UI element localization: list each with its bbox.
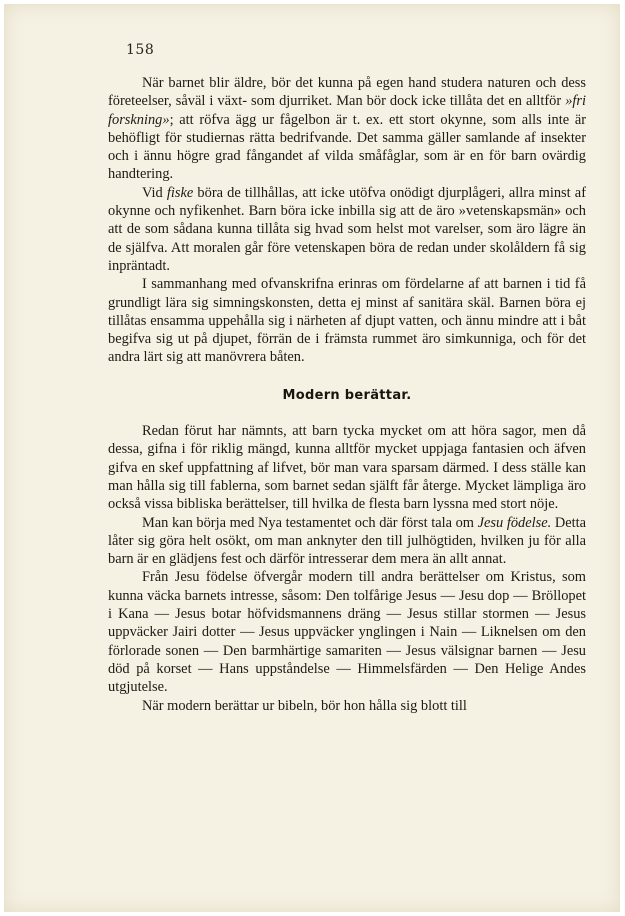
text-run: böra de tillhållas, att icke utöfva onödigt djurplågeri, allra minst af okynne och nyfikenhet. Barn böra icke inbilla sig att de äro »vetenskapsmän» och att de som sådana kunna tillåta sig hvad som helst mot varelser, som äro lägre än de själfva. Att moralen går före vetenskapen böra de redan under skolåldern få sig inpräntadt.: [108, 184, 586, 274]
book-page: [4, 4, 620, 912]
spacer: [108, 405, 586, 422]
paragraph: [108, 184, 586, 275]
text-run: När barnet blir äldre, bör det kunna på egen hand studera naturen och dess företeelser, såväl i växt- som djurriket. Man bör dock icke tillåta det en alltför: [108, 75, 586, 110]
text-run: Detta låter sig göra helt osökt, om man anknyter den till julhögtiden, hvilken ju för alla barn är en glädjens fest och därför intresserar dem mera än allt annat.: [108, 514, 586, 568]
paragraph: I sammanhang med ofvanskrifna erinras om fördelarne af att barnen i tid få grundligt lära sig simningskonsten, detta ej minst af sanitära skäl. Barnen böra ej tillåtas ensamma uppehålla sig i närheten af djupt vatten, och ännu mindre att i båt begifva sig ut på djupet, förrän de i främsta rummet äro simkunniga, och för det andra lärt sig att manövrera båten.: [108, 276, 586, 366]
section-heading: Modern berättar.: [282, 387, 412, 403]
text-run: Vid: [142, 184, 167, 201]
spacer: [108, 367, 586, 387]
body-text: [108, 74, 586, 715]
paragraph: [108, 74, 586, 184]
text-run: Man kan börja med Nya testamentet och där först tala om: [142, 514, 478, 531]
page-number: 158: [126, 42, 155, 58]
paragraph: Redan förut har nämnts, att barn tycka mycket om att höra sagor, men då dessa, gifna i för riklig mängd, kunna alltför mycket uppjaga fantasien och äfven gifva en skef uppfattning af lifvet, bör man vara sparsam därmed. I dess ställe kan man hålla sig till fablerna, som barnet sedan själft får återge. Mycket lämpliga äro också vissa bibliska berättelser, till hvilka de flesta barn lyssna med stort nöje.: [108, 423, 586, 513]
italic-phrase: »fri forskning»: [108, 93, 586, 128]
italic-phrase: Jesu födelse.: [477, 514, 552, 531]
text-run: ; att röfva ägg ur fågelbon är t. ex. ett stort okynne, som alls inte är behöfligt för studiernas rätta bedrifvande. Det samma gäller samlande af insekter och i ännu högre grad fångandet af vilda småfåglar, som är en för barn ovärdig handtering.: [108, 111, 586, 183]
paragraph: När modern berättar ur bibeln, bör hon hålla sig blott till: [142, 697, 467, 714]
italic-phrase: fiske: [166, 184, 194, 201]
paragraph: Från Jesu födelse öfvergår modern till andra berättelser om Kristus, som kunna väcka barnets intresse, såsom: Den tolfårige Jesus — Jesu dop — Bröllopet i Kana — Jesus botar höfvidsmannens dräng — Jesus stillar stormen — Jesus uppväcker Jairi dotter — Jesus uppväcker ynglingen i Nain — Liknelsen om den förlorade sonen — Den barmhärtige samariten — Jesus välsignar barnen — Jesu död på korset — Hans uppståndelse — Himmelsfärden — Den Helige Andes utgjutelse.: [108, 569, 586, 696]
paragraph: [108, 514, 586, 569]
